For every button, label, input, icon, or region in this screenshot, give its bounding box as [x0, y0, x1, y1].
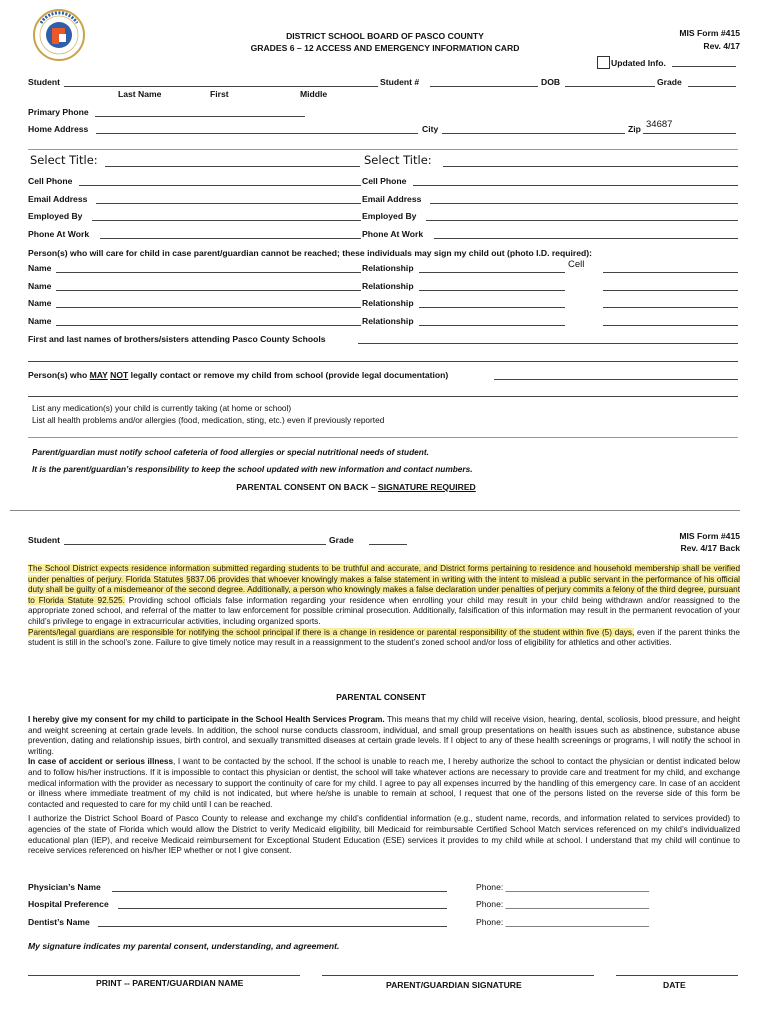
g1-work-phone-field[interactable]: [100, 238, 361, 239]
guardian1-title-select[interactable]: Select Title:: [30, 153, 98, 167]
home-address-field[interactable]: [96, 133, 418, 134]
g2-employer-field[interactable]: [426, 220, 738, 221]
emergency-name-label: Name: [28, 316, 52, 326]
siblings-field-2[interactable]: [28, 361, 738, 362]
g1-email-field[interactable]: [96, 203, 361, 204]
consent-on-back: PARENTAL CONSENT ON BACK – SIGNATURE REQUIRED: [236, 482, 476, 492]
city-field[interactable]: [442, 133, 625, 134]
back-form-number: MIS Form #415: [679, 531, 740, 541]
emergency-phone-field[interactable]: [603, 272, 738, 273]
updated-info-checkbox[interactable]: [597, 56, 610, 69]
emergency-phone-field[interactable]: [603, 307, 738, 308]
emergency-phone-field[interactable]: [603, 290, 738, 291]
emergency-relationship-field[interactable]: [419, 307, 565, 308]
may-not-label: Person(s) who MAY NOT legally contact or remove my child from school (provide legal documentation): [28, 370, 449, 380]
emergency-relationship-label: Relationship: [362, 281, 414, 291]
g1-cell-label: Cell Phone: [28, 176, 73, 186]
emergency-relationship-field[interactable]: [419, 272, 565, 273]
emergency-name-field[interactable]: [56, 325, 361, 326]
emergency-phone-field[interactable]: [603, 325, 738, 326]
emergency-relationship-label: Relationship: [362, 298, 414, 308]
g2-work-phone-label: Phone At Work: [362, 229, 424, 239]
emergency-name-field[interactable]: [56, 272, 361, 273]
consent-health-services: I hereby give my consent for my child to participate in the School Health Services Program. This means that my child will receive vision, hearing, dental, scoliosis, blood pressure, and height and weight screening at certain grade levels. In addition, the school nurse conducts classroom, individual, and small group presentations on health issues such as abstinence, substance abuse prevention, dating and relationship issues, birth control, and sexually transmitted diseases at certain grade levels. If I object to any of these health screenings or programs, I will notify the school in writing. In case of accident or serious illness, I want to be contacted by the school. If the school is unable to reach me, I hereby authorize the school to contact the physician or dentist indicated below and to follow his/her instructions. If it is impossible to contact this physician or dentist, the school will take whatever actions are necessary to provide care and treatment for my child, and exchange medical information with the provider as necessary to support the continuity of care for my child. I agree to pay all expenses incurred by the handling of this emergency care. In case of an accident or illness where immediate treatment of my child is not indicated, but where he/she is unable to remain at school, I request that one of the persons listed on the reverse side of this form be contacted and requested to care for my child until I can be reached. I authorize the District School Board of Pasco County to release and exchange my child’s confidential information (e.g., student name, records, and information related to services provided) to agencies of the state of Florida which would allow the District to verify Medicaid eligibility, bill Medicaid for reimbursable Certified School Match services referenced on my child’s individualized educational plan (IEP), and receive Medicaid reimbursement for Exceptional Student Education (ESE) services it provides to my child while at school. I understand that my child will continue to receive services referenced on his/her IEP whether or not I give consent.: [28, 715, 740, 856]
physician-phone-label[interactable]: Phone: ______________________________: [476, 882, 650, 892]
divider: [28, 437, 738, 438]
student-label: Student: [28, 77, 60, 87]
zip-value[interactable]: 34687: [646, 119, 673, 130]
zip-field[interactable]: [643, 133, 736, 134]
may-not-field[interactable]: [494, 379, 738, 380]
g1-employer-field[interactable]: [92, 220, 361, 221]
guardian2-title-select[interactable]: Select Title:: [364, 153, 432, 167]
dob-label: DOB: [541, 77, 561, 87]
g1-employer-label: Employed By: [28, 211, 83, 221]
emergency-name-label: Name: [28, 263, 52, 273]
g1-work-phone-label: Phone At Work: [28, 229, 90, 239]
student-number-field[interactable]: [430, 86, 538, 87]
date-field[interactable]: [616, 975, 738, 976]
hospital-field[interactable]: [118, 908, 447, 909]
guardian1-name-field[interactable]: [105, 166, 360, 167]
emergency-name-label: Name: [28, 298, 52, 308]
date-caption: DATE: [663, 980, 686, 990]
g2-employer-label: Employed By: [362, 211, 417, 221]
print-name-field[interactable]: [28, 975, 300, 976]
dob-field[interactable]: [565, 86, 655, 87]
g1-cell-field[interactable]: [79, 185, 361, 186]
back-grade-label: Grade: [329, 535, 354, 545]
medication-label[interactable]: List any medication(s) your child is currently taking (at home or school): [32, 403, 292, 413]
card-cut-line: [10, 510, 740, 511]
primary-phone-field[interactable]: [95, 116, 305, 117]
signature-caption: PARENT/GUARDIAN SIGNATURE: [386, 980, 522, 990]
dentist-phone-label[interactable]: Phone: ______________________________: [476, 917, 650, 927]
divider: [28, 149, 738, 150]
g2-cell-field[interactable]: [413, 185, 738, 186]
g2-work-phone-field[interactable]: [434, 238, 738, 239]
emergency-relationship-label: Relationship: [362, 316, 414, 326]
siblings-field[interactable]: [358, 343, 738, 344]
may-not-field-2[interactable]: [28, 396, 738, 397]
form-title-line2: GRADES 6 – 12 ACCESS AND EMERGENCY INFORMATION CARD: [250, 43, 520, 53]
relationship-cell-value[interactable]: Cell: [568, 259, 585, 270]
back-student-label: Student: [28, 535, 60, 545]
city-label: City: [422, 124, 439, 134]
residence-paragraph: The School District expects residence information submitted regarding students to be truthful and accurate, and District forms pertaining to residence and household membership shall be verified under penalties of perjury. Florida Statutes §837.06 provides that whoever knowingly makes a false statement in writing with the intent to mislead a public servant in the performance of his official duty shall be guilty of a misdemeanor of the second degree. Additionally, a person who knowingly makes a false declaration under penalties of perjury commits a felony of the third degree, pursuant to Florida Statute 92.525. Providing school officials false information regarding your residence when enrolling your child may result in your child being withdrawn and/or reassigned to the appropriate zoned school, and referral of the matter to law enforcement for possible criminal prosecution. Additionally, falsification of this information may result in the permanent revocation of your child’s privilege to engage in extracurricular activities, including organized sports. Parents/legal guardians are responsible for notifying the school principal if there is a change in residence or parental responsibility of the student within five (5) days, even if the parent thinks the student is still in the school’s zone. Failure to give timely notice may result in a reassignment to the student’s zoned school and/or loss of eligibility for athletics and other activities.: [28, 564, 740, 648]
g2-cell-label: Cell Phone: [362, 176, 407, 186]
updated-info-line[interactable]: [672, 66, 736, 67]
g1-email-label: Email Address: [28, 194, 88, 204]
emergency-relationship-label: Relationship: [362, 263, 414, 273]
physician-field[interactable]: [112, 891, 447, 892]
grade-label: Grade: [657, 77, 682, 87]
allergies-label[interactable]: List all health problems and/or allergies (food, medication, sting, etc.) even if previously reported: [32, 415, 385, 425]
emergency-relationship-field[interactable]: [419, 325, 565, 326]
zip-label: Zip: [628, 124, 641, 134]
student-number-label: Student #: [380, 77, 420, 87]
print-name-caption: PRINT -- PARENT/GUARDIAN NAME: [96, 978, 244, 988]
g2-email-label: Email Address: [362, 194, 422, 204]
physician-label: Physician’s Name: [28, 882, 101, 892]
back-student-field[interactable]: [64, 544, 326, 545]
signature-note: My signature indicates my parental consent, understanding, and agreement.: [28, 941, 340, 951]
form-revision: Rev. 4/17: [703, 41, 740, 51]
form-title-line1: DISTRICT SCHOOL BOARD OF PASCO COUNTY: [286, 31, 484, 41]
siblings-label: First and last names of brothers/sisters attending Pasco County Schools: [28, 334, 326, 344]
g2-email-field[interactable]: [430, 203, 738, 204]
dentist-label: Dentist’s Name: [28, 917, 90, 927]
emergency-name-field[interactable]: [56, 307, 361, 308]
emergency-intro: Person(s) who will care for child in case parent/guardian cannot be reached; these individuals may sign my child out (photo I.D. required):: [28, 248, 592, 258]
updated-info-label: Updated Info.: [611, 58, 666, 68]
dentist-field[interactable]: [98, 926, 447, 927]
update-note: It is the parent/guardian’s responsibility to keep the school updated with new information and contact numbers.: [32, 464, 473, 474]
last-name-caption: Last Name: [118, 89, 162, 99]
signature-field[interactable]: [322, 975, 594, 976]
back-grade-field[interactable]: [369, 544, 407, 545]
guardian2-name-field[interactable]: [443, 166, 738, 167]
home-address-label: Home Address: [28, 124, 89, 134]
hospital-phone-label[interactable]: Phone: ______________________________: [476, 899, 650, 909]
first-name-caption: First: [210, 89, 229, 99]
hospital-label: Hospital Preference: [28, 899, 109, 909]
parental-consent-title: PARENTAL CONSENT: [336, 692, 426, 702]
middle-name-caption: Middle: [300, 89, 328, 99]
back-form-revision: Rev. 4/17 Back: [680, 543, 740, 553]
form-number: MIS Form #415: [679, 28, 740, 38]
primary-phone-label: Primary Phone: [28, 107, 89, 117]
cafeteria-note: Parent/guardian must notify school cafeteria of food allergies or special nutritional needs of student.: [32, 447, 429, 457]
emergency-name-field[interactable]: [56, 290, 361, 291]
student-name-field[interactable]: [64, 86, 378, 87]
emergency-relationship-field[interactable]: [419, 290, 565, 291]
emergency-name-label: Name: [28, 281, 52, 291]
grade-field[interactable]: [688, 86, 736, 87]
